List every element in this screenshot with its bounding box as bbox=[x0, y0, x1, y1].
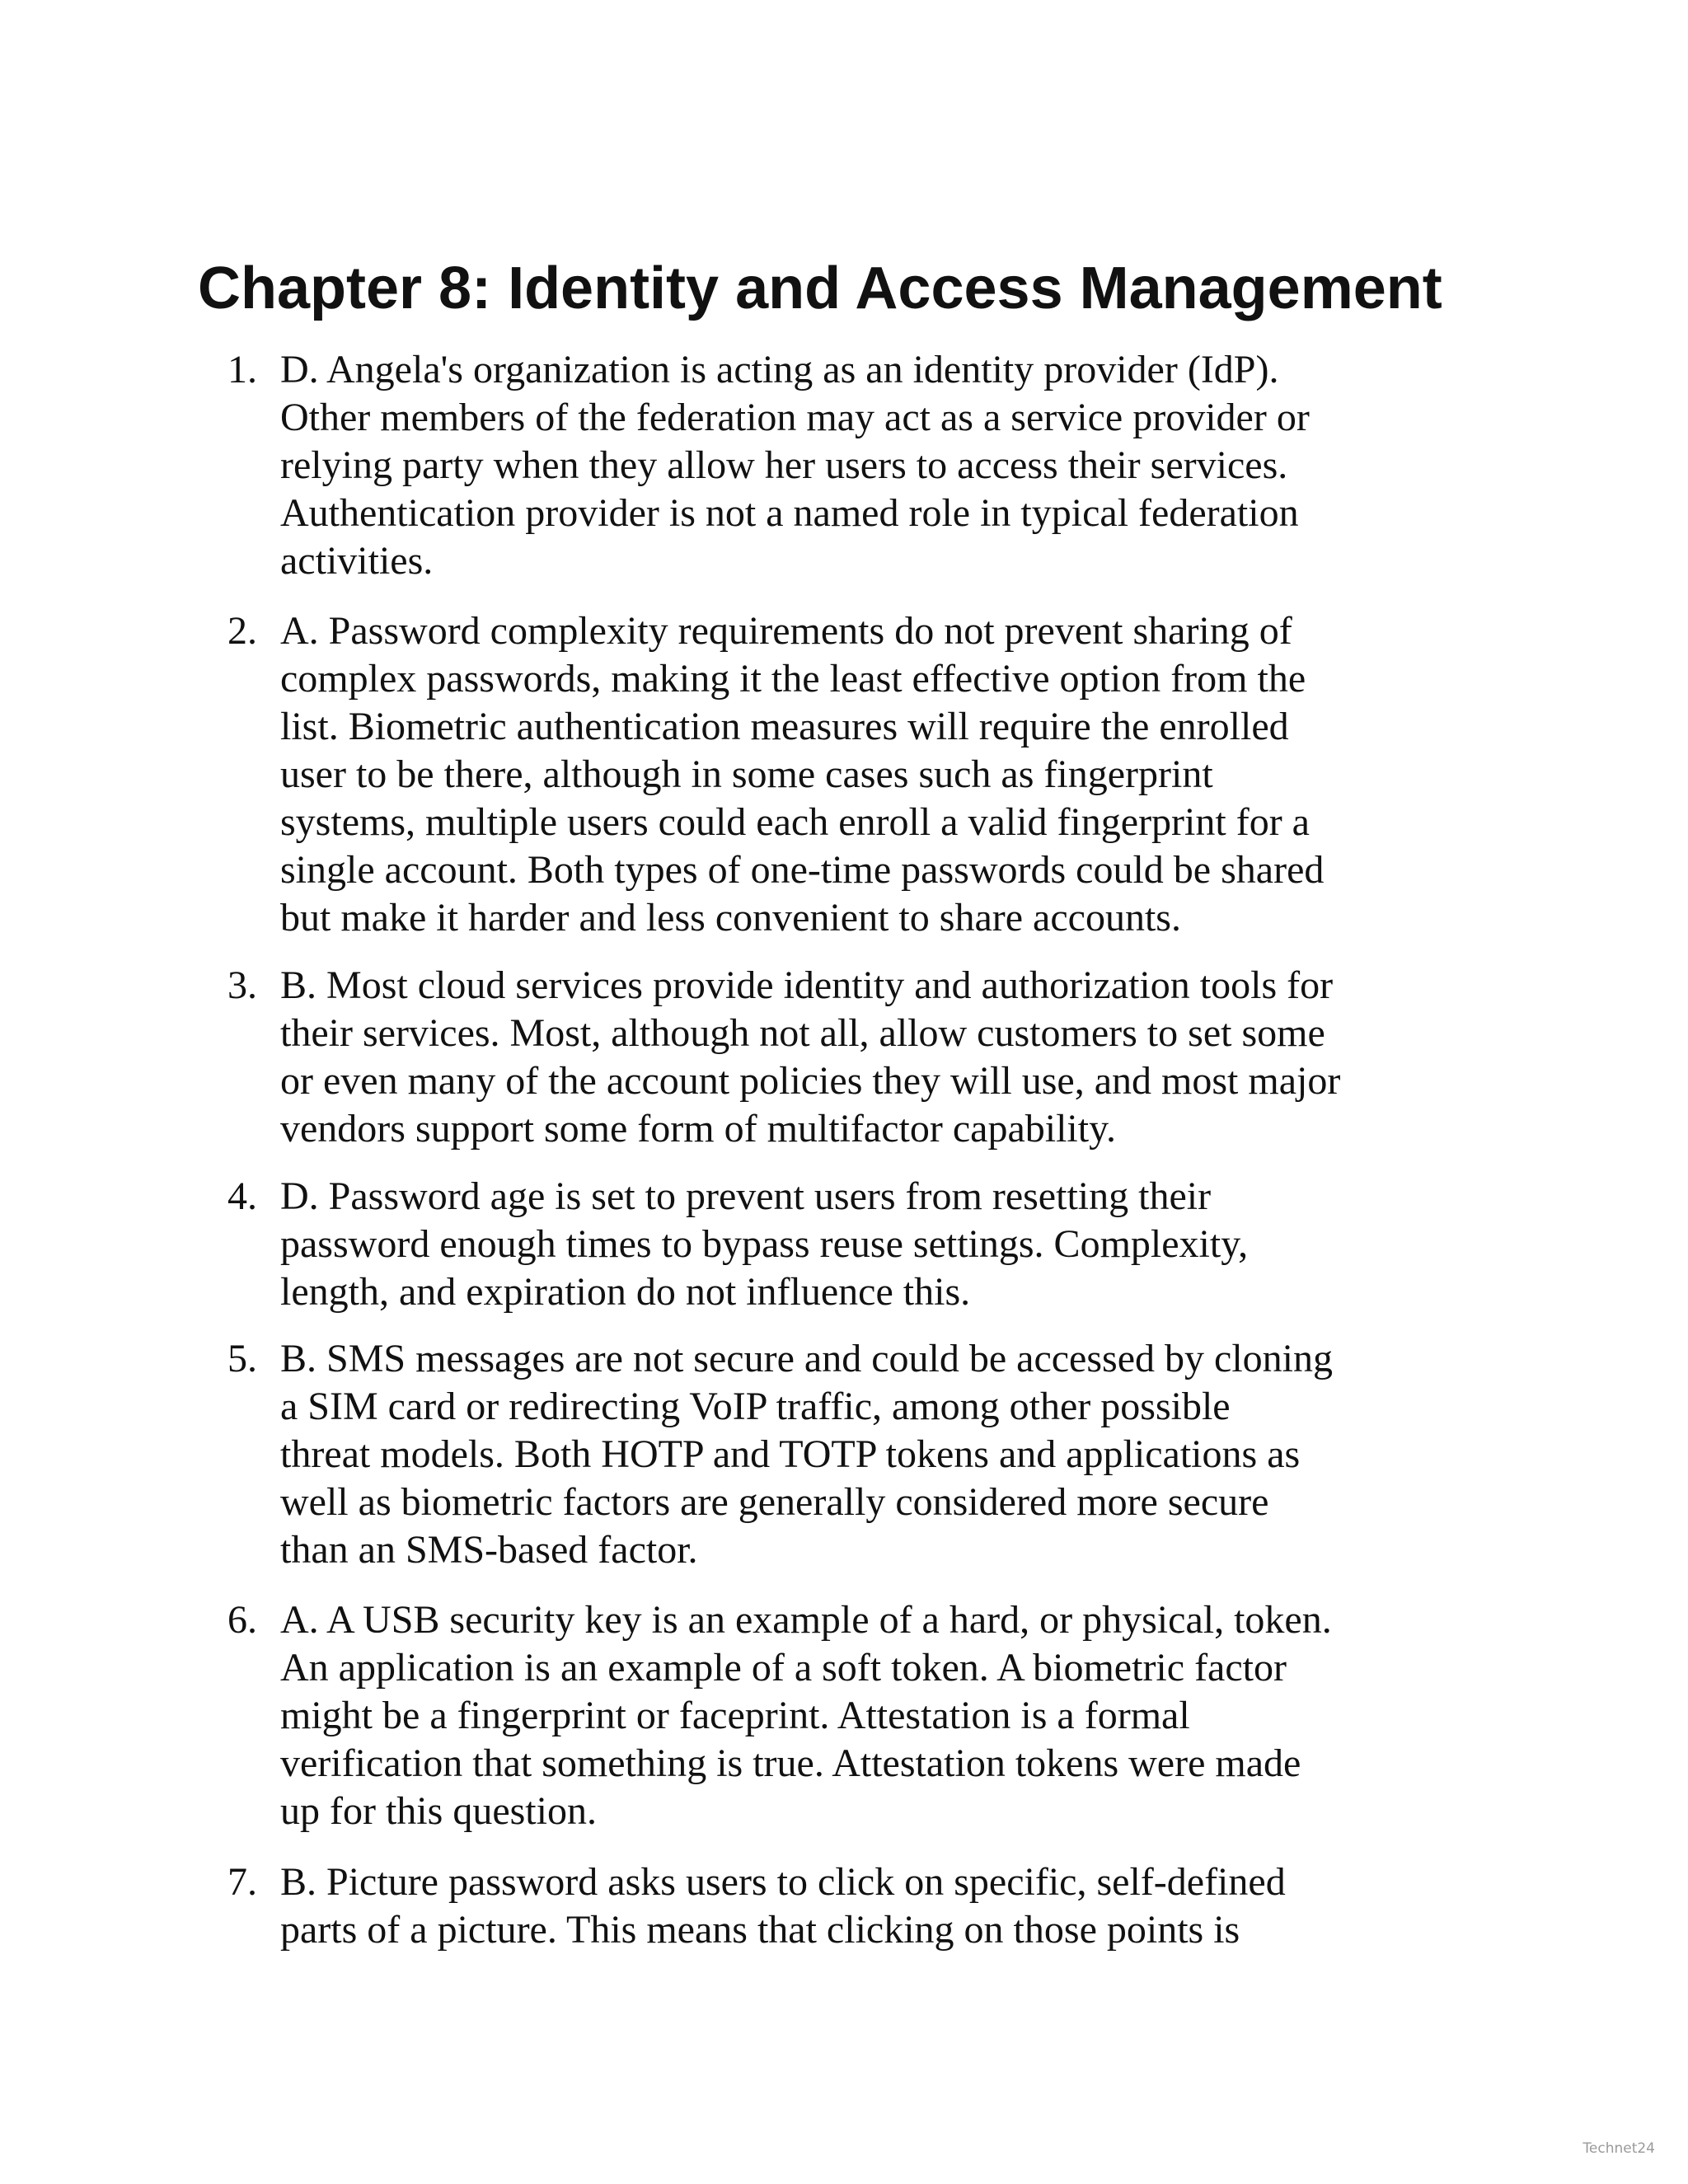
answer-number: 1. bbox=[227, 348, 257, 391]
answer-line: might be a fingerprint or faceprint. Attestation is a formal bbox=[280, 1694, 1190, 1737]
answer-number: 2. bbox=[227, 609, 257, 653]
answer-line: A. Password complexity requirements do not prevent sharing of bbox=[280, 609, 1292, 653]
answer-number: 5. bbox=[227, 1337, 257, 1380]
answer-line: list. Biometric authentication measures will require the enrolled bbox=[280, 705, 1289, 748]
answer-text bbox=[280, 1335, 1500, 1574]
answer-line: user to be there, although in some cases such as fingerprint bbox=[280, 752, 1213, 796]
answer-line: up for this question. bbox=[280, 1789, 597, 1833]
answer-line: Other members of the federation may act as a service provider or bbox=[280, 396, 1310, 439]
answer-number: 7. bbox=[227, 1860, 257, 1904]
answer-line: B. Picture password asks users to click on specific, self-defined bbox=[280, 1860, 1286, 1904]
answer-text bbox=[280, 1173, 1500, 1316]
answer-line: B. Most cloud services provide identity and authorization tools for bbox=[280, 963, 1334, 1007]
answer-text bbox=[280, 1858, 1500, 1954]
answer-number: 3. bbox=[227, 963, 257, 1007]
answer-line: well as biometric factors are generally considered more secure bbox=[280, 1480, 1269, 1524]
answer-number: 4. bbox=[227, 1174, 257, 1218]
answer-line: D. Angela's organization is acting as an identity provider (IdP). bbox=[280, 348, 1279, 391]
answer-line: single account. Both types of one-time passwords could be shared bbox=[280, 848, 1325, 892]
answer-line: vendors support some form of multifactor capability. bbox=[280, 1107, 1116, 1151]
answer-line: activities. bbox=[280, 539, 434, 583]
answer-text bbox=[280, 346, 1500, 585]
answer-line: but make it harder and less convenient to share accounts. bbox=[280, 896, 1181, 940]
answer-line: Authentication provider is not a named role in typical federation bbox=[280, 491, 1299, 535]
answer-line: complex passwords, making it the least effective option from the bbox=[280, 657, 1306, 701]
answer-text bbox=[280, 962, 1500, 1153]
answer-line: or even many of the account policies they will use, and most major bbox=[280, 1059, 1341, 1103]
answer-line: their services. Most, although not all, allow customers to set some bbox=[280, 1011, 1325, 1055]
answer-line: A. A USB security key is an example of a hard, or physical, token. bbox=[280, 1598, 1332, 1642]
watermark-label: Technet24 bbox=[1582, 2140, 1655, 2157]
answer-number: 6. bbox=[227, 1598, 257, 1642]
answer-line: B. SMS messages are not secure and could be accessed by cloning bbox=[280, 1337, 1333, 1380]
answer-line: An application is an example of a soft token. A biometric factor bbox=[280, 1646, 1287, 1690]
answer-line: verification that something is true. Attestation tokens were made bbox=[280, 1741, 1301, 1785]
answer-line: than an SMS-based factor. bbox=[280, 1528, 698, 1572]
answer-line: D. Password age is set to prevent users from resetting their bbox=[280, 1174, 1212, 1218]
answer-line: password enough times to bypass reuse settings. Complexity, bbox=[280, 1222, 1249, 1266]
answer-line: systems, multiple users could each enroll a valid fingerprint for a bbox=[280, 800, 1310, 844]
chapter-title: Chapter 8: Identity and Access Management bbox=[198, 255, 1442, 321]
answer-text bbox=[280, 1596, 1500, 1835]
answer-line: parts of a picture. This means that clicking on those points is bbox=[280, 1908, 1240, 1952]
answer-line: threat models. Both HOTP and TOTP tokens and applications as bbox=[280, 1432, 1301, 1476]
answer-line: a SIM card or redirecting VoIP traffic, among other possible bbox=[280, 1385, 1231, 1428]
answer-line: length, and expiration do not influence this. bbox=[280, 1270, 971, 1314]
answer-text bbox=[280, 607, 1500, 942]
answer-line: relying party when they allow her users to access their services. bbox=[280, 443, 1288, 487]
